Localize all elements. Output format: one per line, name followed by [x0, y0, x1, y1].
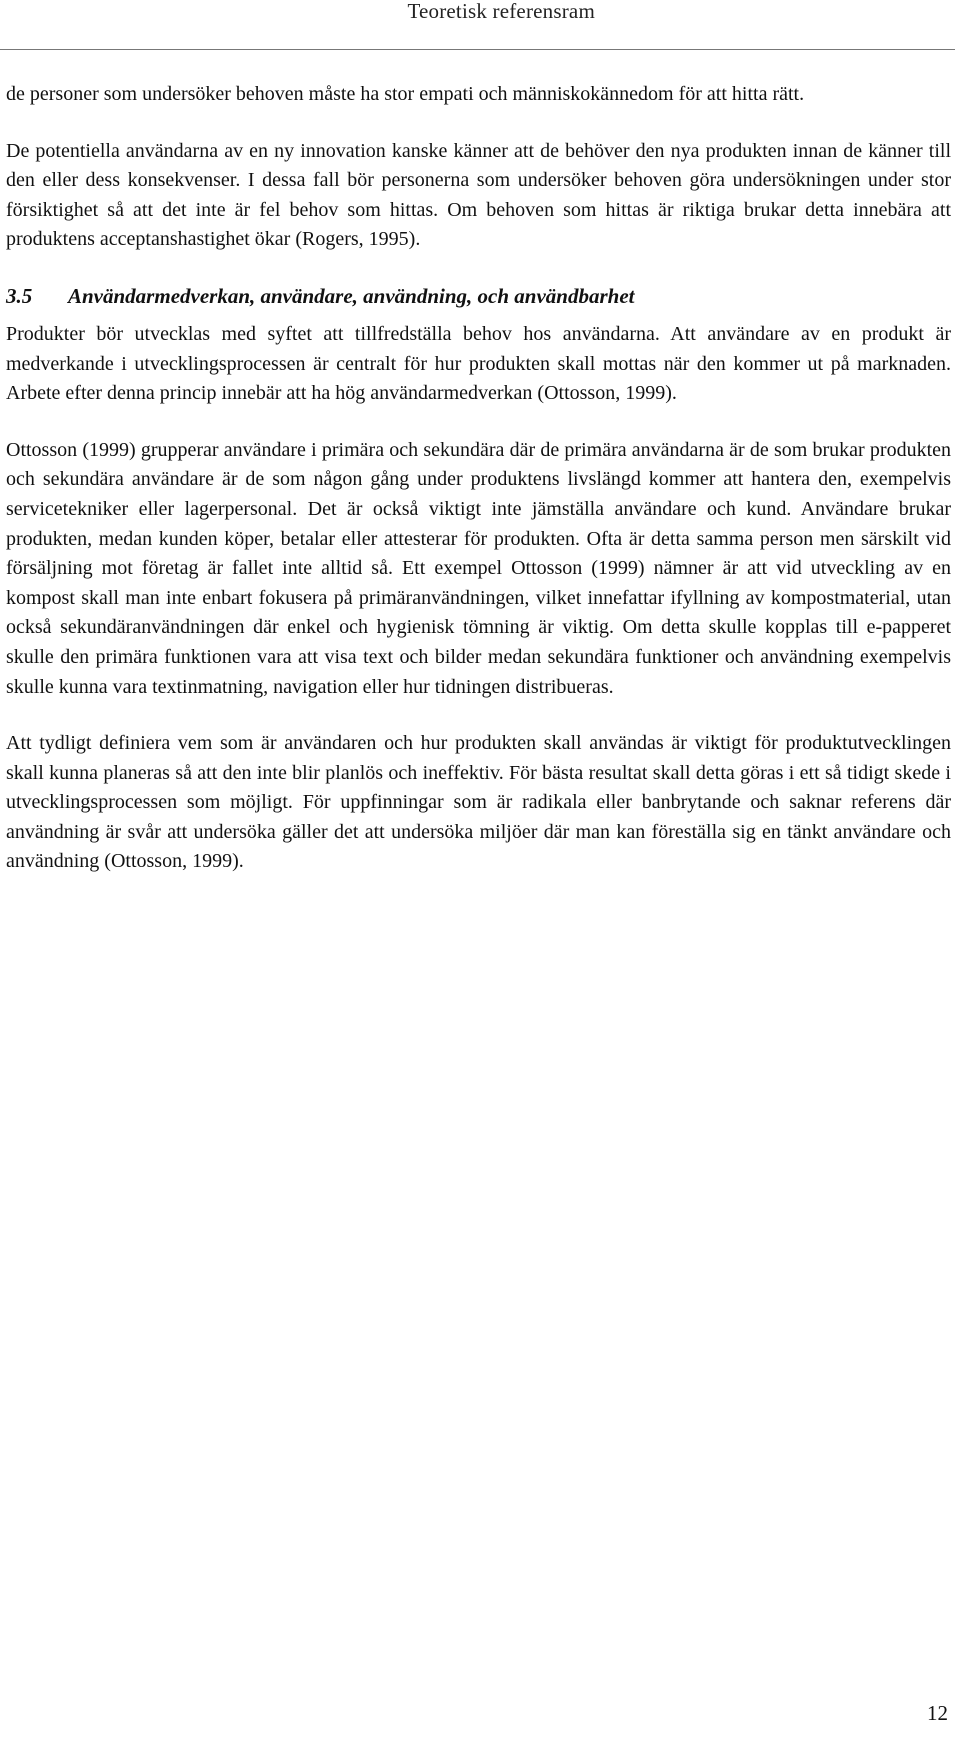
page-body — [6, 80, 951, 904]
paragraph-potential-users: De potentiella användarna av en ny innovation kanske känner att de behöver den nya produkten innan de känner till den eller dess konsekvenser. I dessa fall bör personerna som undersöker behoven göra undersökningen under stor försiktighet så att det inte är fel behov som hittas. Om behoven som hittas är riktiga brukar detta innebära att produktens acceptanshastighet ökar (Rogers, 1995). — [6, 139, 951, 251]
running-header-title: Teoretisk referensram — [407, 0, 595, 23]
paragraph-primary-secondary-users: Ottosson (1999) grupperar användare i primära och sekundära där de primära användarna är de som brukar produkten och sekundära användare är de som någon gång under produktens livslängd kommer att hantera den, exempelvis servicetekniker eller lagerpersonal. Det är också viktigt inte jämställa användare och kund. Användare brukar produkten, medan kunden köper, betalar eller attesterar för produkten. Ofta är detta samma person men särskilt vid försäljning mot företag är fallet inte alltid så. Ett exempel Ottosson (1999) nämner är att vid utveckling av en kompost skall man inte enbart fokusera på primäranvändningen, vilket innefattar ifyllning av kompostmaterial, utan också sekundäranvändningen där enkel och hygienisk tömning är viktig. Om detta skulle kopplas till e-papperet skulle den primära funktionen vara att visa text och bilder medan sekundära funktioner och användning exempelvis skulle kunna vara textinmatning, navigation eller hur tidningen distribueras. — [6, 438, 951, 698]
section-number: 3.5 — [6, 283, 33, 308]
section-title: Användarmedverkan, användare, användning, och användbarhet — [68, 283, 635, 308]
paragraph-continuation: de personer som undersöker behoven måste ha stor empati och människokännedom för att hitta rätt. — [6, 83, 805, 105]
page-number: 12 — [927, 1701, 948, 1725]
section-heading — [6, 282, 951, 311]
paragraph-user-participation: Produkter bör utvecklas med syftet att tillfredställa behov hos användarna. Att användare av en produkt är medverkande i utvecklingsprocessen är centralt för hur produkten skall mottas när den kommer ut på marknaden. Arbete efter denna princip innebär att ha hög användarmedverkan (Ottosson, 1999). — [6, 322, 951, 405]
paragraph-define-user: Att tydligt definiera vem som är användaren och hur produkten skall användas är viktigt för produktutvecklingen skall kunna planeras så att den inte blir planlös och ineffektiv. För bästa resultat skall detta göras i ett så tidigt skede i utvecklingsprocessen som möjligt. För uppfinningar som är radikala eller banbrytande och saknar referens där användning är svår att undersöka gäller det att undersöka miljöer där man kan föreställa sig en tänkt användare och användning (Ottosson, 1999). — [6, 732, 951, 873]
running-header — [0, 0, 955, 50]
